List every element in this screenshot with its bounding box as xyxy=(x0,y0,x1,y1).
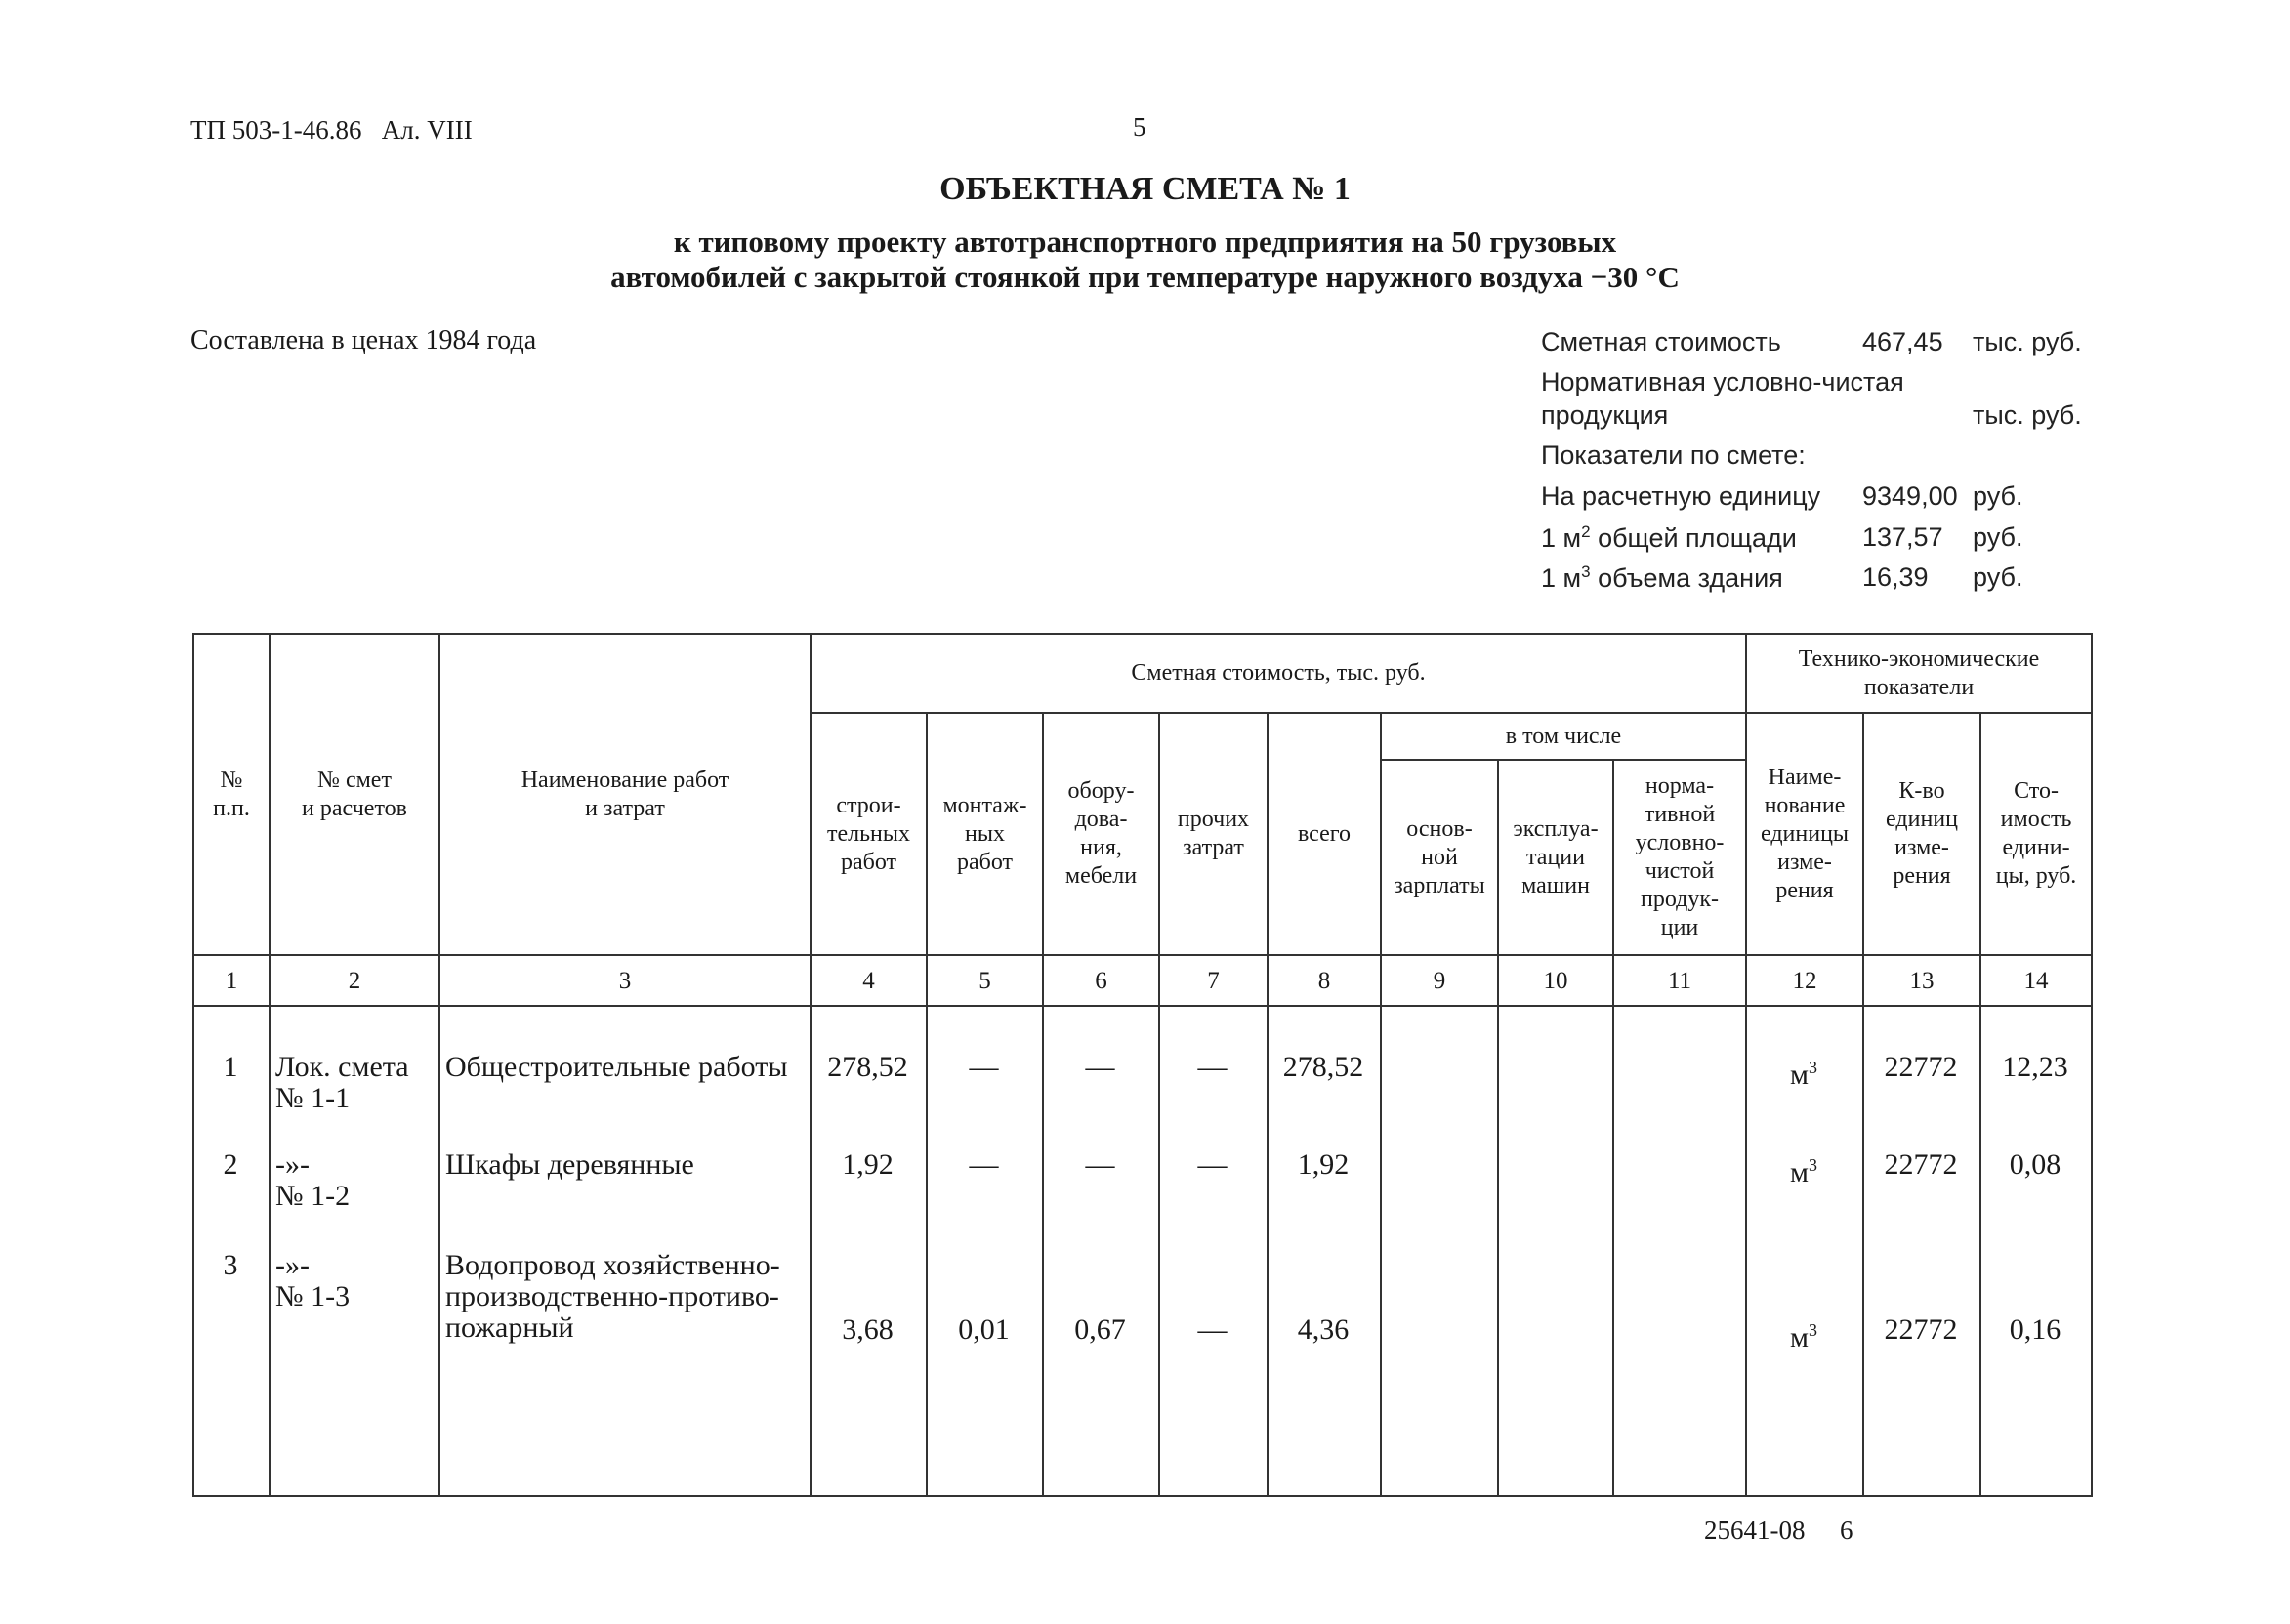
col-header-unit-cost: Сто- имость едини- цы, руб. xyxy=(1980,713,2092,955)
col-number: 12 xyxy=(1746,955,1863,1006)
col-number: 14 xyxy=(1980,955,2092,1006)
col-header-number: № п.п. xyxy=(193,634,270,955)
row-unit-cost: 12,23 xyxy=(2002,1051,2068,1083)
row-equipment: 0,67 xyxy=(1074,1313,1126,1346)
col-number: 9 xyxy=(1381,955,1498,1006)
estimated-cost-label: Сметная стоимость xyxy=(1541,327,1781,356)
col-number: 7 xyxy=(1159,955,1268,1006)
per-unit-unit: руб. xyxy=(1973,481,2023,511)
col-number: 8 xyxy=(1268,955,1381,1006)
col-header-other: прочих затрат xyxy=(1159,713,1268,955)
col-number: 11 xyxy=(1613,955,1746,1006)
row-number: 1 xyxy=(223,1051,238,1083)
row-installation: — xyxy=(969,1148,999,1181)
col-header-unit-name: Наиме- нование единицы изме- рения xyxy=(1746,713,1863,955)
normative-unit: тыс. руб. xyxy=(1973,400,2082,430)
subtitle-line-1: к типовому проекту автотранспортного предприятия на 50 грузовых xyxy=(673,225,1617,259)
row-unit-cost: 0,08 xyxy=(2009,1148,2061,1181)
col-header-machines: эксплуа- тации машин xyxy=(1498,760,1613,955)
indicators-label: Показатели по смете: xyxy=(1541,440,1806,470)
album-label: Ал. VIII xyxy=(381,115,473,145)
row-estimate: -»- № 1-3 xyxy=(275,1249,351,1312)
estimated-cost-unit: тыс. руб. xyxy=(1973,327,2082,356)
col-header-construction: строи- тельных работ xyxy=(811,713,927,955)
row-installation: — xyxy=(969,1051,999,1083)
col-number: 2 xyxy=(270,955,439,1006)
row-other: — xyxy=(1197,1051,1228,1083)
page-number: 5 xyxy=(1133,112,1146,142)
area-label: 1 $м^2$ общей площади xyxy=(1541,522,1797,553)
per-unit-value: 9349,00 xyxy=(1862,481,1958,511)
row-equipment: — xyxy=(1085,1051,1115,1083)
row-unit: $м^3$ xyxy=(1790,1320,1817,1353)
row-number: 3 xyxy=(223,1249,238,1281)
footer-code: 25641-08 xyxy=(1704,1516,1806,1545)
row-total: 4,36 xyxy=(1297,1313,1350,1346)
volume-label: 1 $м^3$ объема здания xyxy=(1541,562,1783,593)
row-total: 278,52 xyxy=(1282,1051,1364,1083)
col-group-cost: Сметная стоимость, тыс. руб. xyxy=(811,634,1746,713)
subtitle-line-2: автомобилей с закрытой стоянкой при температуре наружного воздуха −30 °С xyxy=(610,260,1680,294)
row-other: — xyxy=(1197,1313,1228,1346)
normative-label-2: продукция xyxy=(1541,400,1669,430)
row-estimate: -»- № 1-2 xyxy=(275,1148,351,1212)
row-construction: 1,92 xyxy=(842,1148,894,1181)
estimated-cost-value: 467,45 xyxy=(1862,327,1943,356)
col-header-installation: монтаж- ных работ xyxy=(927,713,1043,955)
row-construction: 278,52 xyxy=(827,1051,908,1083)
row-unit: $м^3$ xyxy=(1790,1058,1817,1091)
row-unit: $м^3$ xyxy=(1790,1155,1817,1188)
col-number: 13 xyxy=(1863,955,1980,1006)
row-total: 1,92 xyxy=(1297,1148,1350,1181)
col-group-including: в том числе xyxy=(1381,713,1746,760)
area-unit: руб. xyxy=(1973,522,2023,552)
row-count: 22772 xyxy=(1884,1148,1958,1181)
col-number: 1 xyxy=(193,955,270,1006)
col-number: 5 xyxy=(927,955,1043,1006)
row-work-name: Водопровод хозяйственно- производственно-противо- пожарный xyxy=(445,1249,780,1344)
row-equipment: — xyxy=(1085,1148,1115,1181)
col-number: 4 xyxy=(811,955,927,1006)
col-header-unit-count: К-во единиц изме- рения xyxy=(1863,713,1980,955)
compiled-note: Составлена в ценах 1984 года xyxy=(190,325,537,355)
col-header-name: Наименование работ и затрат xyxy=(439,634,811,955)
row-count: 22772 xyxy=(1884,1051,1958,1083)
row-construction: 3,68 xyxy=(842,1313,894,1346)
row-count: 22772 xyxy=(1884,1313,1958,1346)
area-value: 137,57 xyxy=(1862,522,1943,552)
volume-value: 16,39 xyxy=(1862,562,1929,592)
normative-label-1: Нормативная условно-чистая xyxy=(1541,367,1904,396)
row-installation: 0,01 xyxy=(958,1313,1010,1346)
row-work-name: Шкафы деревянные xyxy=(445,1148,694,1181)
doc-code: ТП 503-1-46.86 Ал. VIII xyxy=(190,115,473,145)
row-work-name: Общестроительные работы xyxy=(445,1051,788,1083)
volume-unit: руб. xyxy=(1973,562,2023,592)
footer-page: 6 xyxy=(1840,1516,1853,1545)
row-estimate: Лок. смета № 1-1 xyxy=(275,1051,409,1114)
col-header-wages: основ- ной зарплаты xyxy=(1381,760,1498,955)
col-number: 6 xyxy=(1043,955,1159,1006)
col-number: 10 xyxy=(1498,955,1613,1006)
col-header-estimate: № смет и расчетов xyxy=(270,634,439,955)
col-header-total: всего xyxy=(1268,713,1381,955)
page-title: ОБЪЕКТНАЯ СМЕТА № 1 xyxy=(939,171,1351,207)
row-number: 2 xyxy=(223,1148,238,1181)
row-other: — xyxy=(1197,1148,1228,1181)
col-number: 3 xyxy=(439,955,811,1006)
col-header-equipment: обору- дова- ния, мебели xyxy=(1043,713,1159,955)
col-header-normative: норма- тивной условно- чистой продук- ции xyxy=(1613,760,1746,955)
col-group-technical: Технико-экономические показатели xyxy=(1746,634,2092,713)
row-unit-cost: 0,16 xyxy=(2009,1313,2061,1346)
per-unit-label: На расчетную единицу xyxy=(1541,481,1821,511)
